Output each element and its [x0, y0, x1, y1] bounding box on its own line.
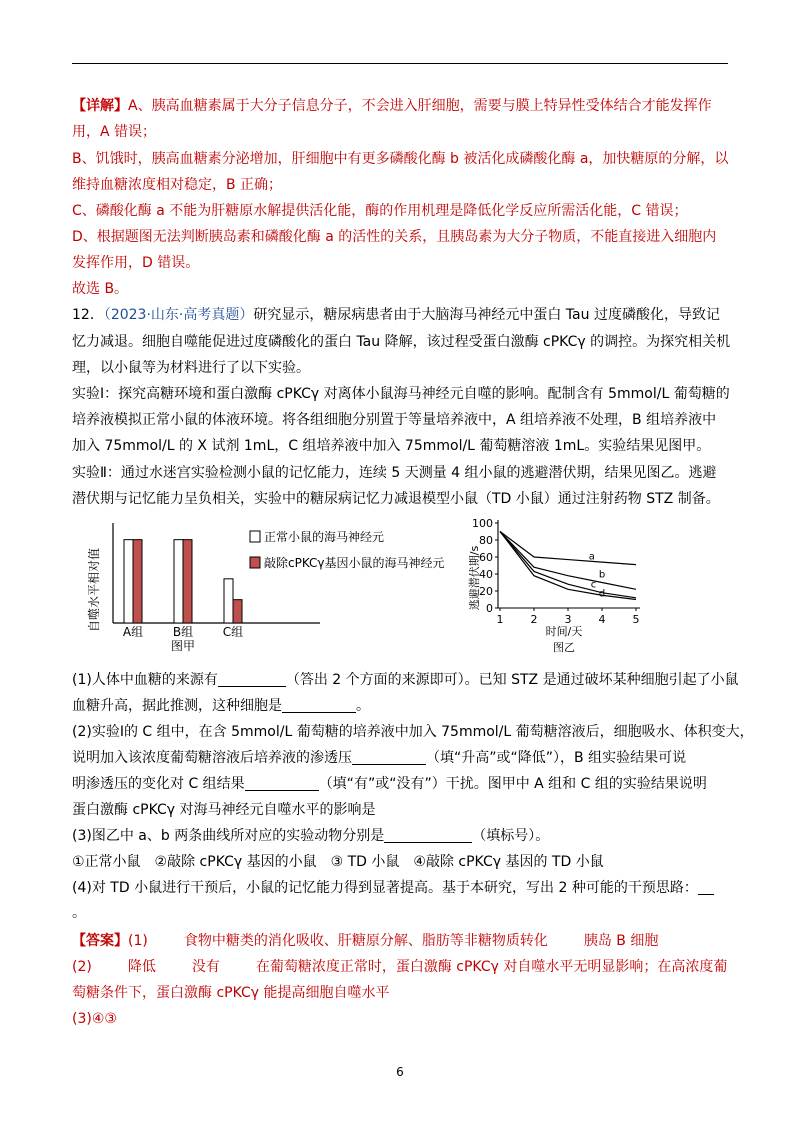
answer-line-3: 萄糖条件下，蛋白激酶 cPKCγ 能提高细胞自噬水平: [72, 985, 390, 1001]
q12-line-7: 实验Ⅱ：通过水迷宫实验检测小鼠的记忆能力，连续 5 天测量 4 组小鼠的逃避潜伏期，结果见图乙。逃避: [72, 465, 717, 481]
q12-line-5: 培养液模拟正常小鼠的体液环境。将各组细胞分别置于等量培养液中，A 组培养液不处理，B 组培养液中: [72, 412, 717, 428]
header-rule: [72, 63, 728, 64]
explain-line-2: 用，A 错误；: [72, 124, 157, 140]
q2-line-4: 蛋白激酶 cPKCγ 对海马神经元自噬水平的影响是: [72, 802, 376, 818]
line-chart-yi: [470, 510, 670, 660]
series-label-d: d: [598, 588, 606, 600]
explain-line-5: C、磷酸化酶 a 不能为肝糖原水解提供活化能，酶的作用机理是降低化学反应所需活化能，C 错误；: [72, 203, 688, 219]
legend-swatch-2: [250, 557, 260, 568]
q1-text-a: (1)人体中血糖的来源有: [72, 672, 218, 688]
q2-text-d: 明渗透压的变化对 C 组结果: [72, 776, 245, 792]
answer-bracket: 【答案】: [72, 933, 128, 949]
chart-b-xlabel: 时间/天: [545, 625, 583, 638]
chart-b-ytick-label: 100: [472, 517, 493, 530]
q2-text-b: 说明加入该浓度葡萄糖溶液后培养液的渗透压: [72, 750, 352, 766]
explain-line-1: [72, 97, 732, 115]
answer-line-4: (3)④③: [72, 1011, 117, 1027]
q12-line-4: 实验Ⅰ：探究高糖环境和蛋白激酶 cPKCγ 对离体小鼠海马神经元自噬的影响。配制含有 5mmol/L 葡萄糖的: [72, 386, 730, 402]
bar-chart-jia: [70, 515, 470, 660]
q1-blank-1[interactable]: [218, 672, 286, 687]
q12-line-8: 潜伏期与记忆能力呈负相关，实验中的糖尿病记忆力减退模型小鼠（TD 小鼠）通过注射药物 STZ 制备。: [72, 491, 720, 507]
series-line-b: [500, 532, 636, 590]
series-label-a: a: [588, 551, 595, 563]
chart-b-ytick-label: 40: [479, 568, 493, 581]
chart-b-xtick-label: 3: [564, 613, 572, 626]
chart-b-title: 图乙: [553, 641, 575, 654]
q2-text-c: （填“升高”或“降低”），B 组实验结果可说: [426, 750, 687, 766]
q4-line-1: [72, 879, 732, 897]
chart-a-category-label: A组: [122, 625, 144, 639]
answer-2-part-3: 在葡萄糖浓度正常时，蛋白激酶 cPKCγ 对自噬水平无明显影响；在高浓度葡: [255, 959, 728, 975]
page-number: 6: [396, 1065, 404, 1079]
q12-source: （2023·山东·高考真题）: [103, 307, 254, 323]
q12-number: 12．: [72, 307, 104, 323]
answer-1-part-2: 胰岛 B 细胞: [583, 933, 659, 949]
bar-3-series-1: [224, 579, 233, 623]
chart-b-xtick-label: 1: [496, 613, 504, 626]
chart-a-category-label: C组: [222, 625, 244, 639]
q1-text-c: 血糖升高，据此推测，这种细胞是: [72, 698, 282, 714]
chart-b-xtick-label: 5: [632, 613, 640, 626]
q12-line-2: 忆力减退。细胞自噬能促进过度磷酸化的蛋白 Tau 降解，该过程受蛋白激酶 cPKCγ 的调控。为探究相关机: [72, 334, 731, 350]
explain-line-3: B、饥饿时，胰高血糖素分泌增加，肝细胞中有更多磷酸化酶 b 被活化成磷酸化酶 a，加快糖原的分解，以: [72, 151, 729, 167]
q4-line-2: 。: [72, 905, 86, 921]
answer-2-label: (2): [72, 959, 92, 975]
q4-text-a: (4)对 TD 小鼠进行干预后，小鼠的记忆能力得到显著提高。基于本研究，写出 2 种可能的干预思路：: [72, 880, 698, 896]
q2-line-2: [72, 749, 732, 767]
legend-label-2: 敲除cPKCγ基因小鼠的海马神经元: [264, 556, 445, 570]
q12-line-1: [72, 306, 732, 324]
q3-text-a: (3)图乙中 a、b 两条曲线所对应的实验动物分别是: [72, 828, 385, 844]
chart-b-ytick-label: 20: [479, 585, 493, 598]
explain-line-7: 发挥作用，D 错误。: [72, 255, 200, 271]
legend-label-1: 正常小鼠的海马神经元: [264, 530, 385, 544]
explain-line-6: D、根据题图无法判断胰岛素和磷酸化酶 a 的活性的关系，且胰岛素为大分子物质，不能直接进入细胞内: [72, 229, 717, 245]
q1-blank-2[interactable]: [282, 698, 356, 713]
explain-line-4: 维持血糖浓度相对稳定，B 正确；: [72, 177, 283, 193]
answer-1-label: (1): [128, 933, 148, 949]
q1-text-d: 。: [356, 698, 370, 714]
q2-blank-1[interactable]: [352, 750, 426, 765]
chart-a-ylabel: 自噬水平相对值: [87, 547, 101, 633]
chart-b-ylabel: 逃避潜伏期/s: [468, 545, 481, 611]
series-label-b: b: [598, 569, 606, 581]
answer-1-part-1: 食物中糖类的消化吸收、肝糖原分解、脂肪等非糖物质转化: [183, 933, 548, 949]
q12-line-6: 加入 75mmol/L 的 X 试剂 1mL，C 组培养液中加入 75mmol/L 葡萄糖溶液 1mL。实验结果见图甲。: [72, 438, 711, 454]
q1-line-1: [72, 671, 739, 689]
bar-2-series-2: [183, 540, 192, 623]
q3-options: ①正常小鼠 ②敲除 cPKCγ 基因的小鼠 ③ TD 小鼠 ④敲除 cPKCγ 基因的 TD 小鼠: [72, 854, 604, 870]
chart-b-ytick-label: 80: [479, 534, 493, 547]
explain-text-1: A、胰高血糖素属于大分子信息分子，不会进入肝细胞，需要与膜上特异性受体结合才能发挥作: [128, 98, 712, 114]
chart-b-ytick-label: 0: [486, 602, 493, 615]
legend-swatch-1: [250, 531, 260, 542]
series-line-d: [500, 532, 636, 600]
chart-a-title: 图甲: [170, 639, 196, 653]
chart-a-category-label: B组: [172, 625, 194, 639]
answer-2-part-1: 降低: [127, 959, 156, 975]
explain-bracket: 【详解】: [72, 98, 128, 114]
bar-1-series-1: [124, 540, 133, 623]
q3-blank[interactable]: [384, 828, 472, 843]
chart-b-xtick-label: 2: [530, 613, 538, 626]
q1-line-2: [72, 697, 732, 715]
q2-blank-2[interactable]: [245, 776, 319, 791]
q12-line-3: 理，以小鼠等为材料进行了以下实验。: [72, 360, 310, 376]
bar-2-series-1: [174, 540, 183, 623]
q3-text-b: （填标号）。: [472, 828, 550, 844]
answer-line-2: [72, 958, 732, 976]
q4-blank[interactable]: [698, 880, 714, 895]
q12-text-1: 研究显示，糖尿病患者由于大脑海马神经元中蛋白 Tau 过度磷酸化，导致记: [253, 307, 720, 323]
answer-line-1: [72, 932, 732, 950]
explain-line-8: 故选 B。: [72, 281, 129, 297]
chart-b-xtick-label: 4: [598, 613, 606, 626]
q1-text-b: （答出 2 个方面的来源即可）。已知 STZ 是通过破坏某种细胞引起了小鼠: [285, 672, 739, 688]
q2-line-3: [72, 775, 732, 793]
bar-1-series-2: [133, 540, 142, 623]
series-line-c: [500, 532, 636, 598]
series-label-c: c: [590, 579, 597, 591]
q2-line-1: (2)实验Ⅰ的 C 组中，在含 5mmol/L 葡萄糖的培养液中加入 75mmol/L 葡萄糖溶液后，细胞吸水、体积变大，: [72, 724, 754, 740]
series-line-a: [500, 532, 636, 565]
answer-2-part-2: 没有: [191, 959, 220, 975]
chart-b-ytick-label: 60: [479, 551, 493, 564]
q3-line-1: [72, 827, 732, 845]
bar-3-series-2: [233, 600, 242, 623]
q2-text-e: （填“有”或“没有”）干扰。图甲中 A 组和 C 组的实验结果说明: [318, 776, 707, 792]
